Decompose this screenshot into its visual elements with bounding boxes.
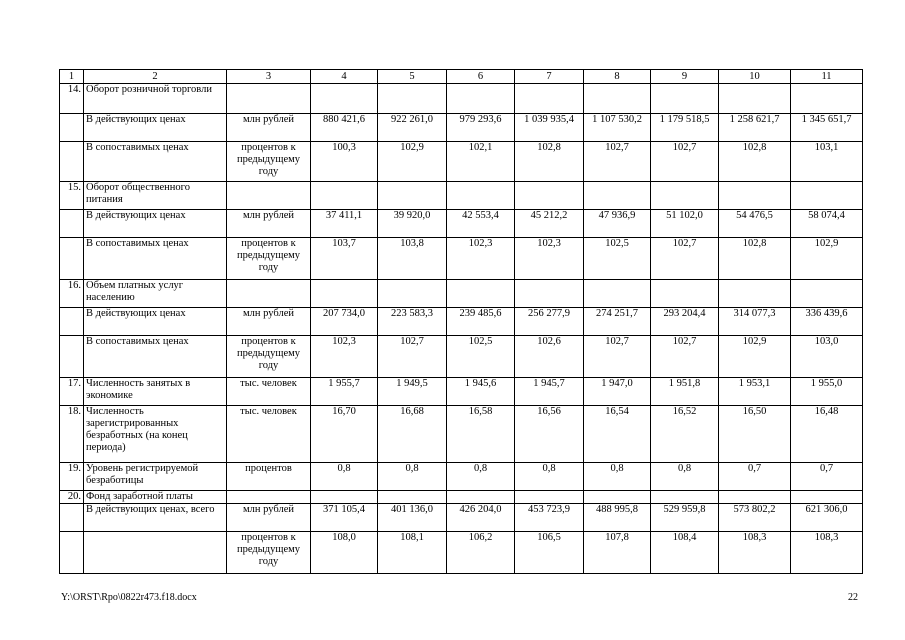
value-cell: 274 251,7 (584, 308, 651, 336)
value-cell (791, 491, 863, 504)
indicator-name-cell: Оборот розничной торговли (84, 84, 227, 114)
table-row (60, 378, 863, 406)
value-cell: 107,8 (584, 532, 651, 574)
value-cell (515, 491, 584, 504)
unit-cell: тыс. человек (227, 406, 311, 463)
row-number-cell (60, 308, 84, 336)
value-cell (651, 182, 719, 210)
value-cell: 529 959,8 (651, 504, 719, 532)
value-cell: 37 411,1 (311, 210, 378, 238)
value-cell: 1 947,0 (584, 378, 651, 406)
value-cell: 102,8 (719, 142, 791, 182)
unit-cell: процентов (227, 463, 311, 491)
value-cell: 102,8 (515, 142, 584, 182)
column-number: 4 (311, 70, 378, 84)
row-number-cell (60, 210, 84, 238)
value-cell (719, 182, 791, 210)
value-cell (791, 182, 863, 210)
value-cell (447, 491, 515, 504)
column-number: 3 (227, 70, 311, 84)
row-number-cell (60, 532, 84, 574)
value-cell: 106,5 (515, 532, 584, 574)
value-cell: 0,8 (584, 463, 651, 491)
value-cell: 314 077,3 (719, 308, 791, 336)
value-cell: 102,7 (378, 336, 447, 378)
column-number-row (60, 70, 863, 84)
value-cell (515, 182, 584, 210)
value-cell: 1 258 621,7 (719, 114, 791, 142)
value-cell: 54 476,5 (719, 210, 791, 238)
value-cell (651, 280, 719, 308)
value-cell: 102,7 (651, 142, 719, 182)
column-number: 11 (791, 70, 863, 84)
row-number-cell: 18. (60, 406, 84, 463)
indicator-name-cell: В действующих ценах (84, 114, 227, 142)
value-cell: 239 485,6 (447, 308, 515, 336)
value-cell: 1 949,5 (378, 378, 447, 406)
value-cell (515, 280, 584, 308)
table-row (60, 491, 863, 504)
value-cell: 100,3 (311, 142, 378, 182)
value-cell: 1 955,0 (791, 378, 863, 406)
value-cell: 102,7 (651, 238, 719, 280)
indicator-name-cell (84, 532, 227, 574)
value-cell: 1 039 935,4 (515, 114, 584, 142)
row-number-cell (60, 336, 84, 378)
unit-cell: млн рублей (227, 308, 311, 336)
value-cell: 1 107 530,2 (584, 114, 651, 142)
column-number: 5 (378, 70, 447, 84)
value-cell: 207 734,0 (311, 308, 378, 336)
value-cell: 108,4 (651, 532, 719, 574)
value-cell (584, 182, 651, 210)
value-cell: 1 955,7 (311, 378, 378, 406)
table-row (60, 336, 863, 378)
indicator-name-cell: Уровень регистрируемой безработицы (84, 463, 227, 491)
value-cell: 102,9 (719, 336, 791, 378)
value-cell: 16,68 (378, 406, 447, 463)
table-row (60, 308, 863, 336)
value-cell: 16,52 (651, 406, 719, 463)
value-cell: 58 074,4 (791, 210, 863, 238)
value-cell (791, 280, 863, 308)
value-cell (719, 84, 791, 114)
value-cell (447, 182, 515, 210)
indicators-table (59, 69, 863, 574)
value-cell: 0,8 (311, 463, 378, 491)
value-cell (311, 280, 378, 308)
value-cell: 0,7 (719, 463, 791, 491)
column-number: 9 (651, 70, 719, 84)
value-cell: 16,54 (584, 406, 651, 463)
value-cell (378, 84, 447, 114)
table-row (60, 142, 863, 182)
value-cell: 16,56 (515, 406, 584, 463)
value-cell: 108,3 (719, 532, 791, 574)
value-cell: 102,5 (447, 336, 515, 378)
value-cell (651, 491, 719, 504)
value-cell: 51 102,0 (651, 210, 719, 238)
value-cell (378, 491, 447, 504)
row-number-cell: 14. (60, 84, 84, 114)
value-cell: 1 945,7 (515, 378, 584, 406)
value-cell: 880 421,6 (311, 114, 378, 142)
indicator-name-cell: В сопоставимых ценах (84, 336, 227, 378)
value-cell: 922 261,0 (378, 114, 447, 142)
column-number: 2 (84, 70, 227, 84)
indicator-name-cell: Оборот общественного питания (84, 182, 227, 210)
value-cell: 371 105,4 (311, 504, 378, 532)
value-cell: 102,3 (447, 238, 515, 280)
column-number: 8 (584, 70, 651, 84)
row-number-cell: 17. (60, 378, 84, 406)
value-cell: 103,8 (378, 238, 447, 280)
value-cell: 223 583,3 (378, 308, 447, 336)
row-number-cell: 19. (60, 463, 84, 491)
unit-cell (227, 182, 311, 210)
value-cell: 336 439,6 (791, 308, 863, 336)
row-number-cell: 16. (60, 280, 84, 308)
value-cell (311, 491, 378, 504)
value-cell: 102,7 (584, 142, 651, 182)
value-cell: 16,58 (447, 406, 515, 463)
value-cell: 102,3 (515, 238, 584, 280)
value-cell: 16,48 (791, 406, 863, 463)
unit-cell: процентов к предыдущему году (227, 532, 311, 574)
value-cell (791, 84, 863, 114)
value-cell: 488 995,8 (584, 504, 651, 532)
value-cell: 102,9 (791, 238, 863, 280)
table-row (60, 238, 863, 280)
row-number-cell (60, 114, 84, 142)
value-cell: 0,8 (515, 463, 584, 491)
unit-cell: процентов к предыдущему году (227, 238, 311, 280)
value-cell: 106,2 (447, 532, 515, 574)
unit-cell: млн рублей (227, 114, 311, 142)
value-cell: 0,8 (378, 463, 447, 491)
value-cell (311, 84, 378, 114)
value-cell: 0,8 (447, 463, 515, 491)
value-cell: 401 136,0 (378, 504, 447, 532)
value-cell: 293 204,4 (651, 308, 719, 336)
value-cell: 45 212,2 (515, 210, 584, 238)
value-cell: 102,9 (378, 142, 447, 182)
value-cell (447, 280, 515, 308)
table-row (60, 406, 863, 463)
value-cell: 102,3 (311, 336, 378, 378)
unit-cell (227, 280, 311, 308)
table-row (60, 84, 863, 114)
row-number-cell (60, 142, 84, 182)
indicator-name-cell: Численность зарегистрированных безработных (на конец периода) (84, 406, 227, 463)
value-cell: 621 306,0 (791, 504, 863, 532)
table-row (60, 463, 863, 491)
value-cell (378, 280, 447, 308)
value-cell (584, 84, 651, 114)
value-cell: 103,7 (311, 238, 378, 280)
value-cell: 47 936,9 (584, 210, 651, 238)
value-cell: 102,8 (719, 238, 791, 280)
row-number-cell (60, 504, 84, 532)
value-cell (515, 84, 584, 114)
table-row (60, 114, 863, 142)
value-cell: 39 920,0 (378, 210, 447, 238)
value-cell (447, 84, 515, 114)
value-cell: 102,7 (584, 336, 651, 378)
value-cell (719, 280, 791, 308)
column-number: 7 (515, 70, 584, 84)
value-cell (719, 491, 791, 504)
unit-cell: процентов к предыдущему году (227, 336, 311, 378)
value-cell (651, 84, 719, 114)
unit-cell (227, 84, 311, 114)
unit-cell: тыс. человек (227, 378, 311, 406)
footer-file-path: Y:\ORST\Rpo\0822r473.f18.docx (61, 592, 197, 603)
column-number: 1 (60, 70, 84, 84)
page-number: 22 (848, 592, 858, 603)
indicator-name-cell: В действующих ценах, всего (84, 504, 227, 532)
value-cell: 426 204,0 (447, 504, 515, 532)
indicator-name-cell: Фонд заработной платы (84, 491, 227, 504)
unit-cell: млн рублей (227, 210, 311, 238)
value-cell: 1 345 651,7 (791, 114, 863, 142)
value-cell: 1 179 518,5 (651, 114, 719, 142)
value-cell: 0,7 (791, 463, 863, 491)
indicator-name-cell: Численность занятых в экономике (84, 378, 227, 406)
value-cell: 0,8 (651, 463, 719, 491)
table-row (60, 532, 863, 574)
value-cell (378, 182, 447, 210)
unit-cell (227, 491, 311, 504)
value-cell (584, 491, 651, 504)
value-cell: 16,50 (719, 406, 791, 463)
value-cell: 453 723,9 (515, 504, 584, 532)
indicator-name-cell: В сопоставимых ценах (84, 142, 227, 182)
value-cell: 42 553,4 (447, 210, 515, 238)
value-cell: 256 277,9 (515, 308, 584, 336)
value-cell: 108,1 (378, 532, 447, 574)
value-cell: 108,0 (311, 532, 378, 574)
value-cell: 1 953,1 (719, 378, 791, 406)
table-row (60, 504, 863, 532)
row-number-cell: 15. (60, 182, 84, 210)
value-cell (311, 182, 378, 210)
value-cell: 16,70 (311, 406, 378, 463)
value-cell: 1 945,6 (447, 378, 515, 406)
column-number: 6 (447, 70, 515, 84)
indicator-name-cell: Объем платных услуг населению (84, 280, 227, 308)
value-cell: 1 951,8 (651, 378, 719, 406)
unit-cell: млн рублей (227, 504, 311, 532)
value-cell: 573 802,2 (719, 504, 791, 532)
unit-cell: процентов к предыдущему году (227, 142, 311, 182)
value-cell: 102,7 (651, 336, 719, 378)
row-number-cell (60, 238, 84, 280)
indicator-name-cell: В сопоставимых ценах (84, 238, 227, 280)
table-row (60, 182, 863, 210)
table-row (60, 280, 863, 308)
indicator-name-cell: В действующих ценах (84, 308, 227, 336)
indicator-name-cell: В действующих ценах (84, 210, 227, 238)
table-row (60, 210, 863, 238)
value-cell: 979 293,6 (447, 114, 515, 142)
value-cell: 103,1 (791, 142, 863, 182)
value-cell: 102,1 (447, 142, 515, 182)
value-cell: 103,0 (791, 336, 863, 378)
value-cell (584, 280, 651, 308)
row-number-cell: 20. (60, 491, 84, 504)
value-cell: 108,3 (791, 532, 863, 574)
column-number: 10 (719, 70, 791, 84)
value-cell: 102,5 (584, 238, 651, 280)
value-cell: 102,6 (515, 336, 584, 378)
